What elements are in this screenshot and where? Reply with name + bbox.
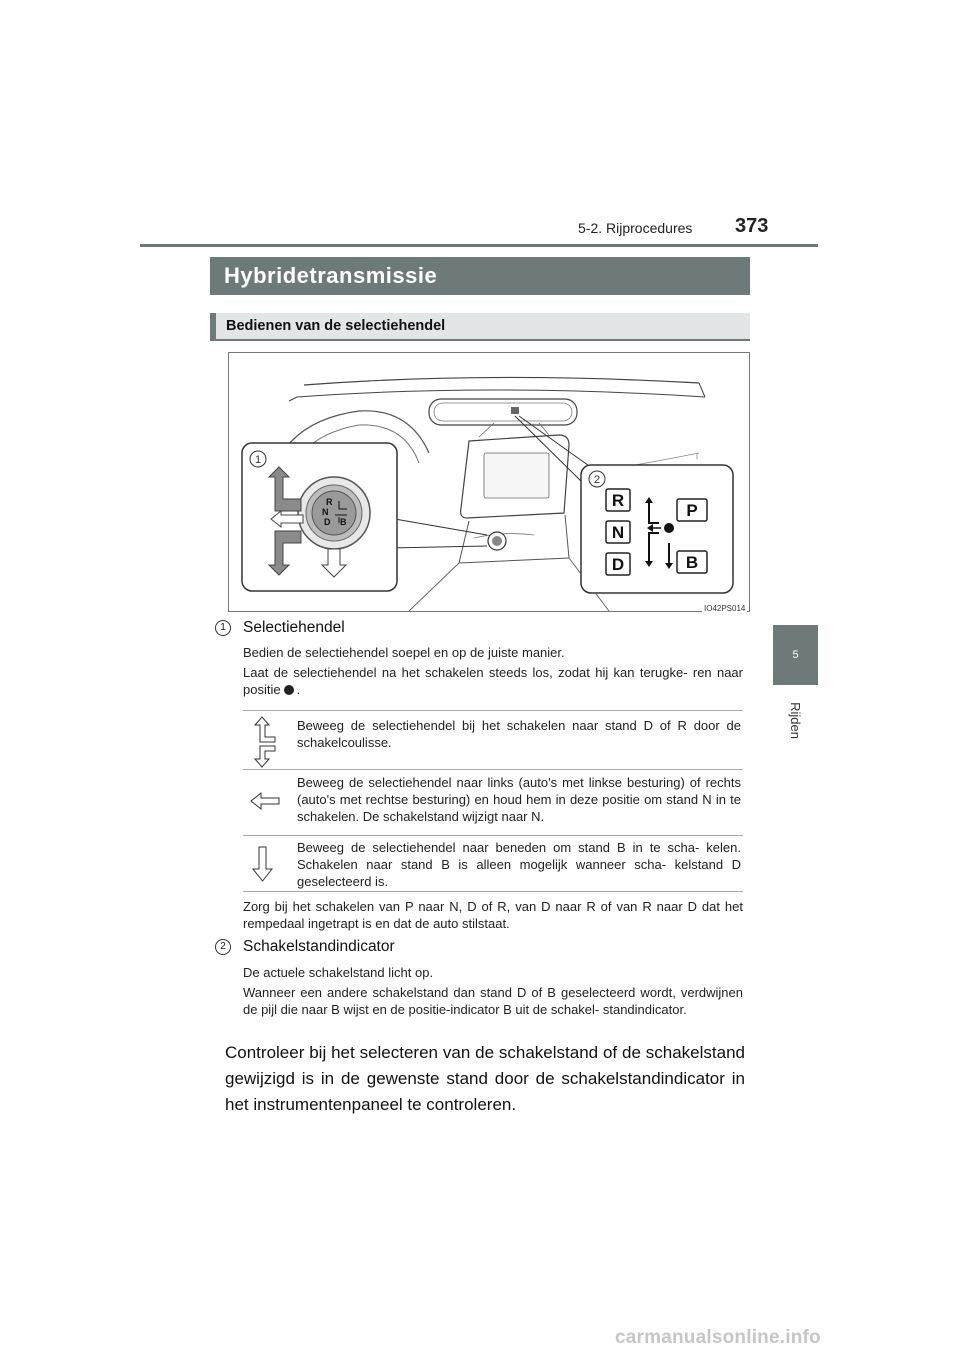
svg-text:R: R [326, 497, 333, 507]
svg-text:1: 1 [254, 454, 262, 466]
dashboard-illustration [229, 353, 749, 611]
svg-text:D: D [324, 517, 331, 527]
svg-text:P: P [686, 501, 698, 520]
table-cell-text: Beweeg de selectiehendel naar beneden om stand B in te scha- kelen. Schakelen naar stand B is alleen mogelijk wanneer scha- kelstand D geselecteerd is. [297, 840, 741, 889]
shift-lever-figure [228, 352, 750, 612]
item-number-2: 2 [215, 939, 231, 955]
figure-code: IO42PS014 [704, 604, 746, 613]
page-number: 373 [735, 215, 769, 237]
item1-paragraph-2: Laat de selectiehendel na het schakelen steeds los, zodat hij kan terugke- ren naar positie . [243, 665, 743, 697]
table-row [243, 710, 743, 770]
table-row [243, 768, 743, 836]
section-subtitle [210, 313, 750, 341]
item-title-selectiehendel: Selectiehendel [243, 619, 345, 636]
svg-text:N: N [611, 523, 625, 542]
table-cell-text: Beweeg de selectiehendel naar links (auto's met linkse besturing) of rechts (auto's met rechtse besturing) en houd hem in deze positie om stand N in te schakelen. De schakelstand wijzigt naar N. [297, 775, 741, 824]
header-section-title: 5-2. Rijprocedures [578, 220, 693, 236]
closing-paragraph: Controleer bij het selecteren van de schakelstand of de schakelstand gewijzigd is in de gewenste stand door de schakelstandindicator in het instrumentenpaneel te controleren. [225, 1043, 745, 1114]
item1-paragraph-1: Bedien de selectiehendel soepel en op de juiste manier. [243, 645, 565, 660]
neutral-position-dot-icon [284, 685, 294, 695]
item-number-1: 1 [215, 620, 231, 636]
item2-paragraph-1: De actuele schakelstand licht op. [243, 965, 434, 980]
item2-paragraph-2: Wanneer een andere schakelstand dan stand D of B geselecteerd wordt, verdwijnen de pijl die naar B wijst en de positie-indicator B uit de schakel- standindicator. [243, 985, 743, 1017]
left-shift-arrow-icon [243, 768, 287, 835]
chapter-label: Rijden [787, 701, 803, 739]
svg-text:B: B [340, 517, 347, 527]
item-title-schakelstandindicator: Schakelstandindicator [243, 938, 395, 955]
subtitle-text: Bedienen van de selectiehendel [226, 318, 446, 334]
down-shift-arrow-icon [243, 835, 287, 891]
page-title: Hybridetransmissie [210, 257, 750, 295]
table-row [243, 835, 743, 892]
header-rule [140, 244, 818, 247]
watermark: carmanualsonline.info [615, 1327, 821, 1348]
subtitle-marker [210, 313, 216, 339]
item1-note: Zorg bij het schakelen van P naar N, D of R, van D naar R of van R naar D dat het rempedaal ingetrapt is en dat de auto stilstaat. [243, 899, 743, 931]
up-down-shift-arrows-icon [243, 711, 287, 769]
svg-text:B: B [685, 553, 699, 572]
svg-text:D: D [611, 555, 625, 574]
svg-text:R: R [611, 491, 625, 510]
svg-text:2: 2 [593, 474, 601, 486]
table-cell-text: Beweeg de selectiehendel bij het schakelen naar stand D of R door de schakelcoulisse. [297, 718, 741, 750]
svg-text:N: N [322, 507, 329, 517]
chapter-tab: 5 [773, 625, 818, 685]
